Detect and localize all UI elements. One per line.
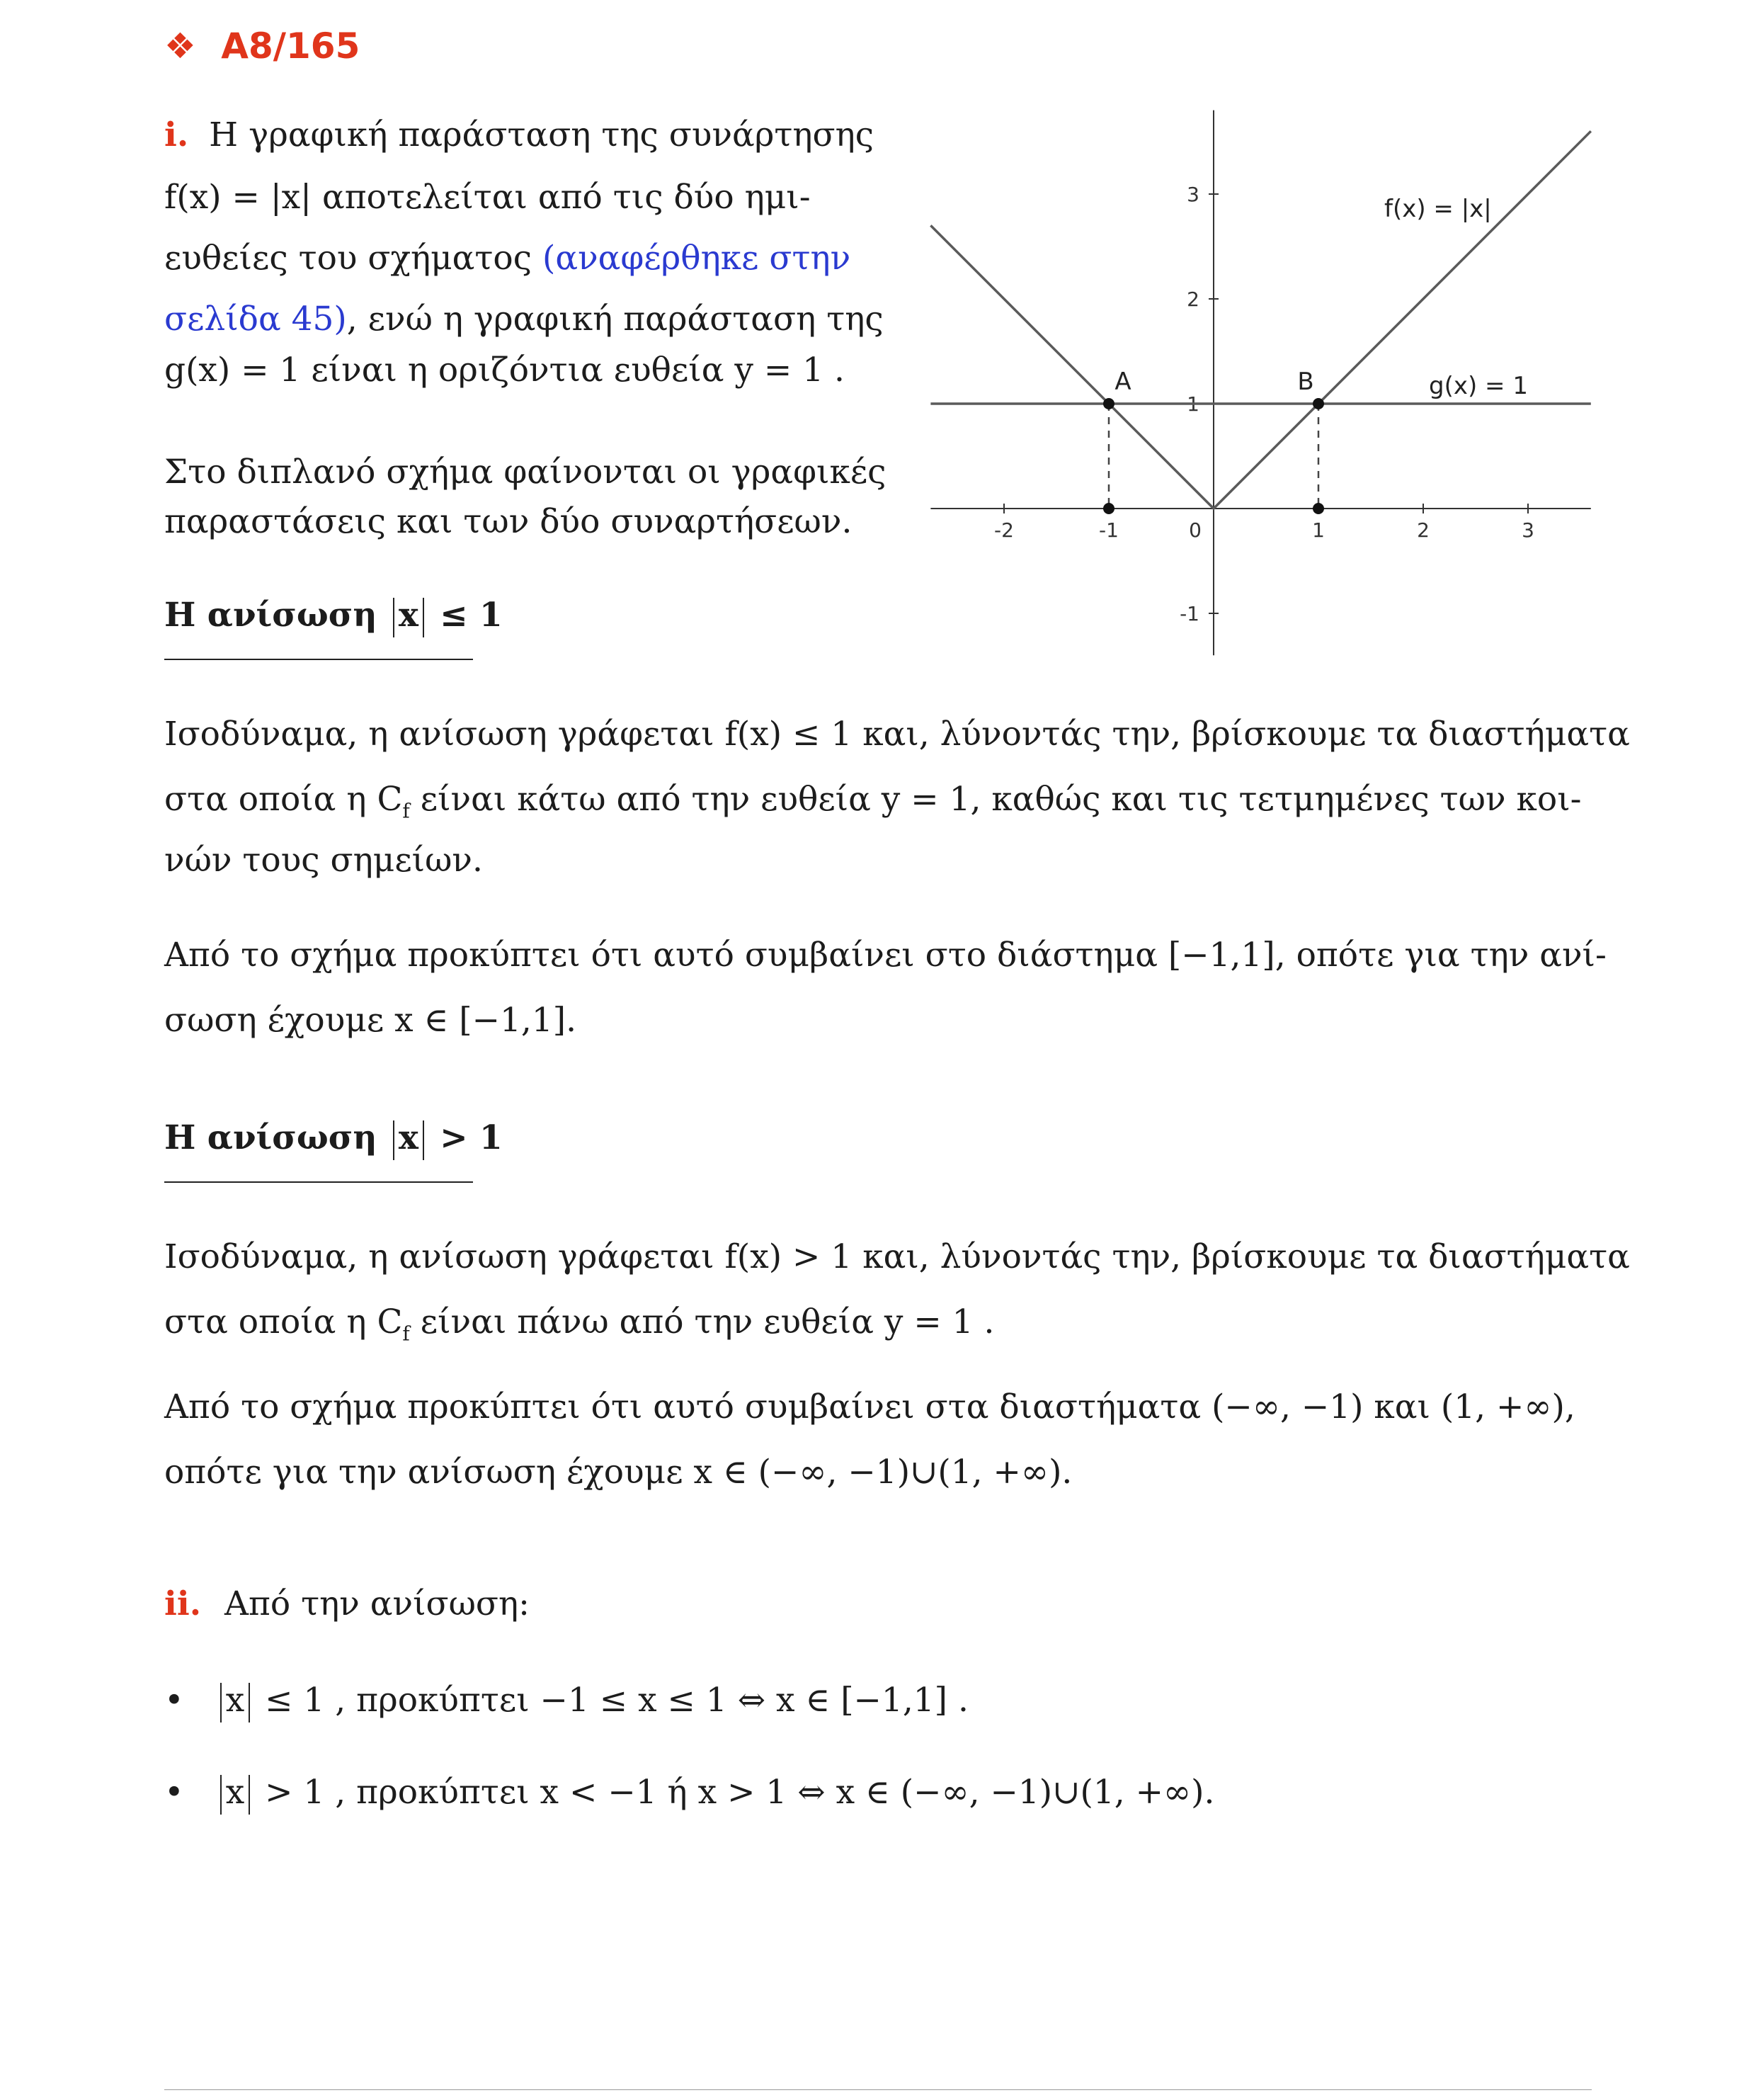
f-series-label: f(x) = |x| bbox=[1384, 195, 1492, 223]
function-graph bbox=[920, 99, 1600, 666]
section-title bbox=[164, 25, 360, 67]
bullet-icon: • bbox=[164, 1773, 184, 1812]
x-tick-label: 3 bbox=[1522, 518, 1534, 542]
part-i-line-2: f(x) = |x| αποτελείται από τις δύο ημι- bbox=[164, 178, 811, 217]
section-1-heading: Η ανίσωση x ≤ 1 bbox=[164, 594, 503, 637]
point-label: B bbox=[1297, 368, 1314, 396]
diamond-bullet-icon: ❖ bbox=[164, 25, 196, 67]
bullet-icon: • bbox=[164, 1681, 184, 1720]
x-tick-label: 2 bbox=[1417, 518, 1430, 542]
part-i-marker: i. bbox=[164, 115, 189, 154]
page-reference-link[interactable]: (αναφέρθηκε στην bbox=[542, 239, 851, 278]
part-i-line-5: g(x) = 1 είναι η οριζόντια ευθεία y = 1 . bbox=[164, 351, 845, 390]
axis-point bbox=[1103, 503, 1114, 514]
point-b bbox=[1313, 398, 1324, 409]
point-a bbox=[1103, 398, 1114, 409]
section-2-underline bbox=[164, 1181, 473, 1183]
figure-caption-line-2: παραστάσεις και των δύο συναρτήσεων. bbox=[164, 502, 853, 541]
section-2-p2-line-2: οπότε για την ανίσωση έχουμε x ∈ (−∞, −1)∪(1, +∞). bbox=[164, 1453, 1073, 1492]
x-tick-label: -1 bbox=[1099, 518, 1119, 542]
axis-point bbox=[1313, 503, 1324, 514]
section-1-p2-line-2: σωση έχουμε x ∈ [−1,1]. bbox=[164, 1001, 577, 1040]
page-reference-link-cont[interactable]: σελίδα 45) bbox=[164, 300, 347, 339]
footer-rule bbox=[164, 2089, 1592, 2090]
problem-number: A8/165 bbox=[221, 25, 360, 67]
graph-series bbox=[930, 131, 1590, 509]
point-label: A bbox=[1114, 368, 1131, 396]
section-2-heading: Η ανίσωση x > 1 bbox=[164, 1116, 503, 1160]
section-2-p1-line-2: στα οποία η $C_f$ είναι πάνω από την ευθεία y = 1 . bbox=[164, 1302, 995, 1346]
part-i-line-3: ευθείες του σχήματος (αναφέρθηκε στην bbox=[164, 239, 851, 278]
x-tick-label: 0 bbox=[1189, 518, 1202, 542]
y-tick-label: 2 bbox=[1187, 288, 1199, 311]
section-1-p1-line-2: στα οποία η $C_f$ είναι κάτω από την ευθεία y = 1, καθώς και τις τετμημένες των κοι- bbox=[164, 780, 1582, 823]
section-1-underline bbox=[164, 659, 473, 660]
x-tick-label: 1 bbox=[1312, 518, 1325, 542]
y-tick-label: 1 bbox=[1187, 392, 1199, 416]
section-1-p2-line-1: Από το σχήμα προκύπτει ότι αυτό συμβαίνει στο διάστημα [−1,1], οπότε για την ανί- bbox=[164, 936, 1607, 975]
section-2-p2-line-1: Από το σχήμα προκύπτει ότι αυτό συμβαίνει στα διαστήματα (−∞, −1) και (1, +∞), bbox=[164, 1387, 1575, 1426]
y-tick-label: 3 bbox=[1187, 183, 1199, 206]
bullet-item-1: • x ≤ 1 , προκύπτει −1 ≤ x ≤ 1 ⇔ x ∈ [−1,1] . bbox=[164, 1679, 969, 1722]
y-tick-label: -1 bbox=[1180, 602, 1199, 625]
part-i-line-1: i. Η γραφική παράσταση της συνάρτησης bbox=[164, 115, 874, 154]
f-abs-x-line bbox=[930, 131, 1590, 509]
part-i-line-4: σελίδα 45), ενώ η γραφική παράσταση της bbox=[164, 300, 884, 339]
part-ii-marker: ii. bbox=[164, 1584, 202, 1623]
g-series-label: g(x) = 1 bbox=[1429, 372, 1528, 400]
section-1-p1-line-3: νών τους σημείων. bbox=[164, 841, 483, 880]
section-1-p1-line-1: Ισοδύναμα, η ανίσωση γράφεται f(x) ≤ 1 και, λύνοντάς την, βρίσκουμε τα διαστήματα bbox=[164, 715, 1630, 754]
x-tick-label: -2 bbox=[994, 518, 1014, 542]
bullet-item-2: • x > 1 , προκύπτει x < −1 ή x > 1 ⇔ x ∈ (−∞, −1)∪(1, +∞). bbox=[164, 1771, 1214, 1815]
section-2-p1-line-1: Ισοδύναμα, η ανίσωση γράφεται f(x) > 1 και, λύνοντάς την, βρίσκουμε τα διαστήματα bbox=[164, 1237, 1630, 1276]
figure-caption-line-1: Στο διπλανό σχήμα φαίνονται οι γραφικές bbox=[164, 453, 886, 492]
part-ii-intro: ii. Από την ανίσωση: bbox=[164, 1584, 530, 1623]
